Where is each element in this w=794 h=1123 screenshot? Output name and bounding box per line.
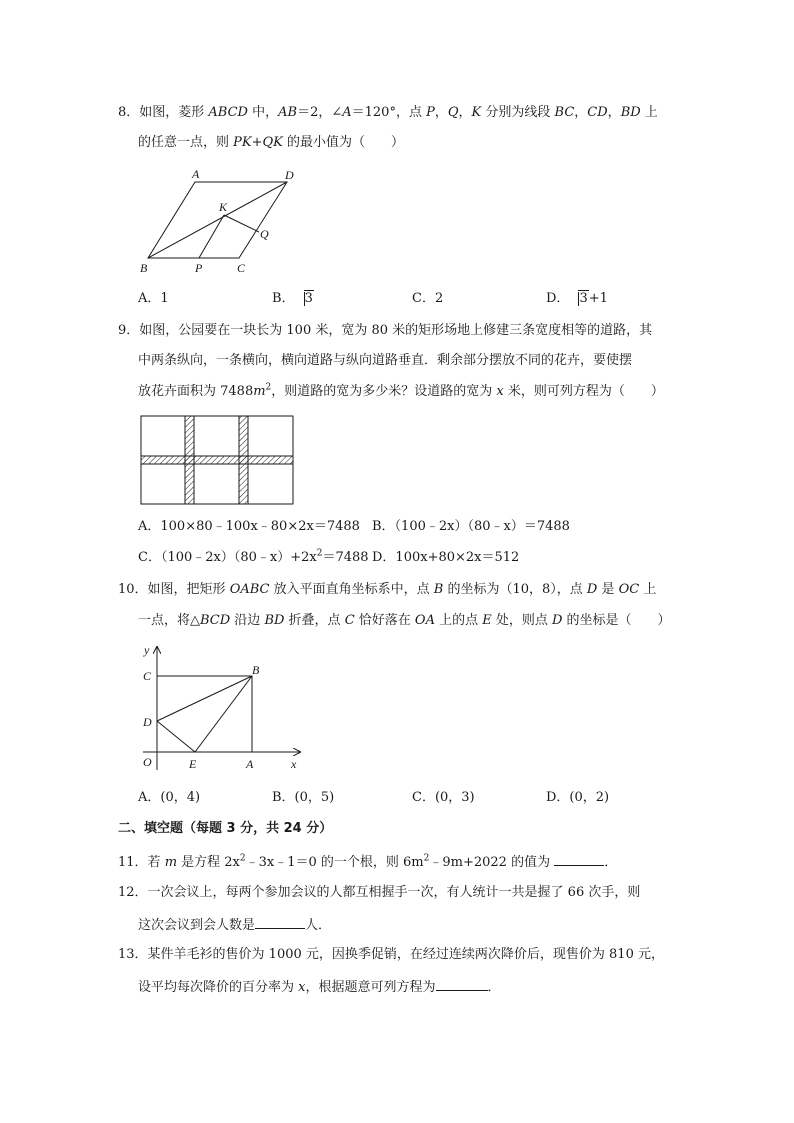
q9-option-a[interactable]: A．100×80﹣100x﹣80×2x＝7488 [138,519,360,534]
section-title: 二、填空题（每题 3 分，共 24 分） [118,821,333,836]
vertical-road-right [239,416,248,504]
q13-line-1: 13．某件羊毛衫的售价为 1000 元，因换季促销，在经过连续两次降价后，现售价为 810 元， [118,947,664,962]
label-d: D [143,715,152,729]
q12-number: 12． [118,885,148,900]
vertical-road-left [185,416,194,504]
q10-option-c[interactable]: C．(0，3) [412,790,475,805]
q9-option-d[interactable]: D．100x+80×2x＝512 [372,550,520,565]
q10-option-a[interactable]: A．(0，4) [138,790,201,805]
horizontal-road [141,456,293,464]
q10-line-1: 10．如图，把矩形 OABC 放入平面直角坐标系中，点 B 的坐标为（10，8），点 D 是 OC 上 [118,582,657,597]
coordinate-figure [138,642,318,777]
q10-number: 10． [118,582,148,597]
q9-option-b[interactable]: B．（100﹣2x）（80﹣x）＝7488 [372,519,570,534]
answer-blank[interactable] [436,977,488,991]
label-c: C [237,261,246,275]
rhombus-figure [135,166,315,276]
label-x: x [291,757,297,771]
answer-blank[interactable] [255,915,305,929]
q11-number: 11． [118,855,148,870]
label-y: y [144,643,150,657]
q8-line-2: 的任意一点，则 PK+QK 的最小值为（ ） [138,135,405,150]
q13-number: 13． [118,947,148,962]
q12-line-2: 这次会议到会人数是 人． [138,915,331,935]
segment-de [157,721,195,752]
label-b: B [252,663,260,677]
q10-line-2: 一点，将△BCD 沿边 BD 折叠，点 C 恰好落在 OA 上的点 E 处，则点 D 的坐标是（ ） [138,613,671,628]
q8-number: 8． [118,105,140,120]
segment-db [157,676,252,721]
label-a: A [246,757,254,771]
label-p: P [195,261,203,275]
park-road-figure [138,412,298,507]
answer-blank[interactable] [554,852,604,866]
q9-line-3: 放花卉面积为 $7488m^2$，则道路的宽为多少米？设道路的宽为 x 米，则可列方程为（ ） [138,382,664,399]
q9-number: 9． [118,323,140,338]
q11-line: 11．若 m 是方程 $2x^2﹣3x﹣1=0$ 的一个根，则 $6m^2﹣9m+2022$ 的值为 ． [118,853,618,870]
label-a: A [192,167,200,181]
q8-line-1: 8．如图，菱形 ABCD 中，AB＝2，∠A＝120°，点 P，Q，K 分别为线段 BC，CD，BD 上 [118,105,658,120]
q9-option-c[interactable]: C．$(100﹣2x)(80﹣x)+2x^2=7488$ [138,548,369,565]
label-e: E [189,757,197,771]
sqrt-symbol: 3 [569,290,588,308]
label-b: B [140,261,148,275]
q9-line-2: 中两条纵向，一条横向，横向道路与纵向道路垂直．剩余部分摆放不同的花卉，要使摆 [138,353,633,368]
q8-option-a[interactable]: A．1 [138,291,169,306]
sqrt-symbol: 3 [295,290,314,308]
q9-line-1: 9．如图，公园要在一块长为 100 米，宽为 80 米的矩形场地上修建三条宽度相等的道路，其 [118,323,653,338]
q8-option-b[interactable]: B． 3 [272,291,313,306]
q10-option-b[interactable]: B．(0，5) [272,790,335,805]
q12-line-1: 12．一次会议上，每两个参加会议的人都互相握手一次，有人统计一共是握了 66 次手，则 [118,885,641,900]
diagonal-bd [148,182,287,258]
label-c: C [143,669,152,683]
segment-kq [224,215,259,232]
label-o: O [143,755,152,769]
segment-pk [199,215,224,258]
label-q: Q [260,227,269,241]
label-k: K [219,200,228,214]
q8-option-d[interactable]: D． 3+1 [546,291,608,306]
segment-eb [195,676,252,752]
label-d: D [285,168,294,182]
q8-option-c[interactable]: C．2 [412,291,444,306]
q10-option-d[interactable]: D．(0，2) [546,790,610,805]
q13-line-2: 设平均每次降价的百分率为 x，根据题意可列方程为 ． [138,977,501,997]
